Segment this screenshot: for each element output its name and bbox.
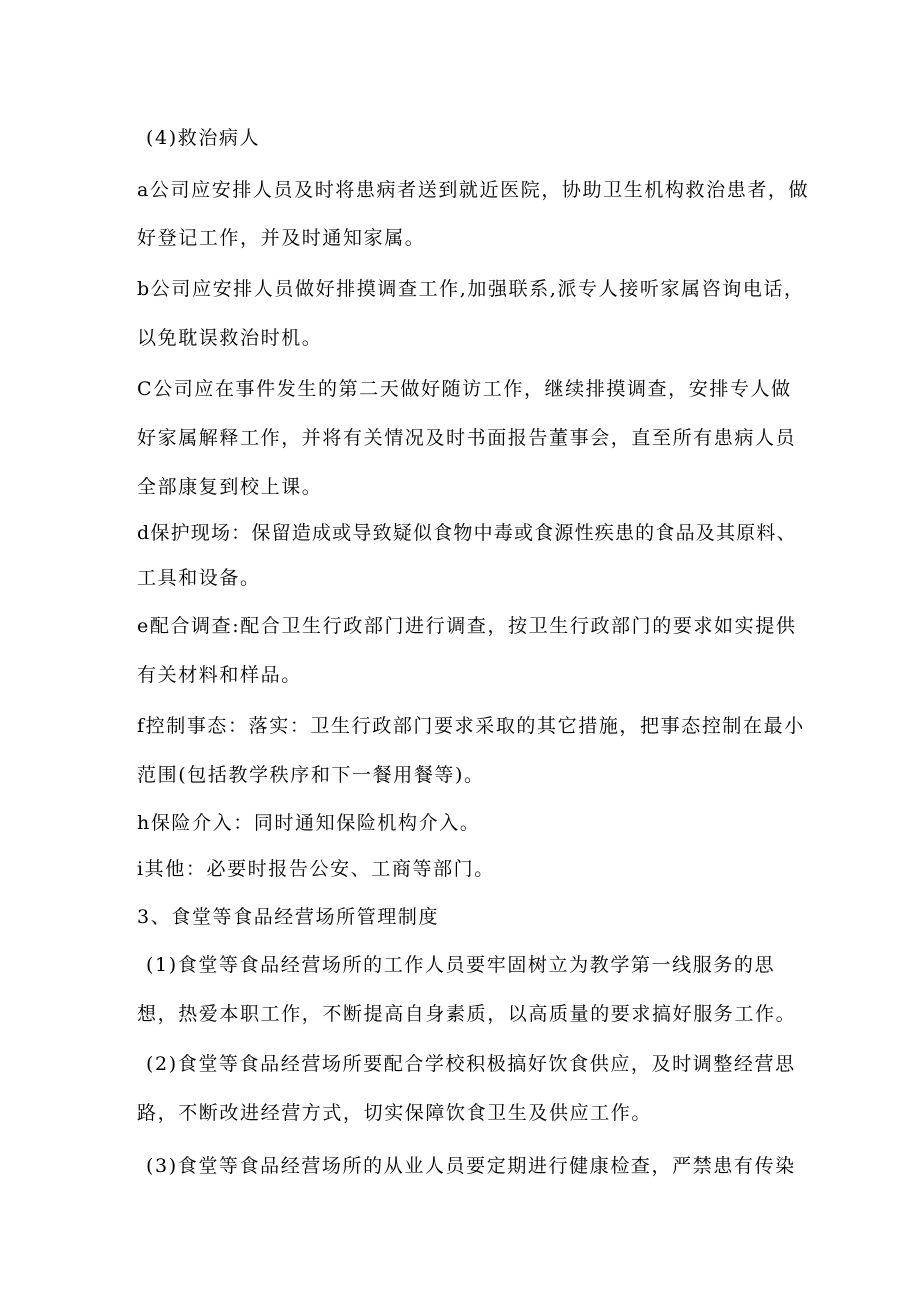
- text-line: 全部康复到校上课。: [137, 476, 323, 498]
- text-line: d保护现场：保留造成或导致疑似食物中毒或食源性疾患的食品及其原料、: [137, 522, 797, 544]
- section-heading: 3、食堂等食品经营场所管理制度: [137, 906, 440, 928]
- text-line: 工具和设备。: [137, 567, 261, 589]
- text-line: (1)食堂等食品经营场所的工作人员要牢固树立为教学第一线服务的思: [146, 954, 776, 976]
- text-line: 路，不断改进经营方式，切实保障饮食卫生及供应工作。: [137, 1102, 653, 1124]
- text-line: 以免耽误救治时机。: [137, 327, 323, 349]
- text-line: 范围(包括教学秩序和下一餐用餐等)。: [137, 764, 485, 786]
- text-line: 好家属解释工作，并将有关情况及时书面报告董事会，直至所有患病人员: [137, 427, 797, 449]
- text-line: 想，热爱本职工作，不断提高自身素质，以高质量的要求搞好服务工作。: [137, 1003, 797, 1025]
- text-line: (4)救治病人: [146, 127, 261, 149]
- text-line: 好登记工作，并及时通知家属。: [137, 227, 426, 249]
- text-line: (3)食堂等食品经营场所的从业人员要定期进行健康检查，严禁患有传染: [146, 1155, 796, 1177]
- text-line: i其他：必要时报告公安、工商等部门。: [137, 858, 495, 880]
- text-line: C公司应在事件发生的第二天做好随访工作，继续排摸调查，安排专人做: [137, 378, 792, 400]
- text-line: e配合调查:配合卫生行政部门进行调查，按卫生行政部门的要求如实提供: [137, 615, 797, 637]
- text-line: a公司应安排人员及时将患病者送到就近医院，协助卫生机构救治患者，做: [137, 179, 810, 201]
- text-line: (2)食堂等食品经营场所要配合学校积极搞好饮食供应，及时调整经营思: [146, 1053, 796, 1075]
- text-line: h保险介入：同时通知保险机构介入。: [137, 812, 481, 834]
- text-line: f控制事态：落实：卫生行政部门要求采取的其它措施，把事态控制在最小: [137, 715, 805, 737]
- text-line: b公司应安排人员做好排摸调查工作,加强联系,派专人接听家属咨询电话，: [137, 278, 805, 300]
- text-line: 有关材料和样品。: [137, 664, 302, 686]
